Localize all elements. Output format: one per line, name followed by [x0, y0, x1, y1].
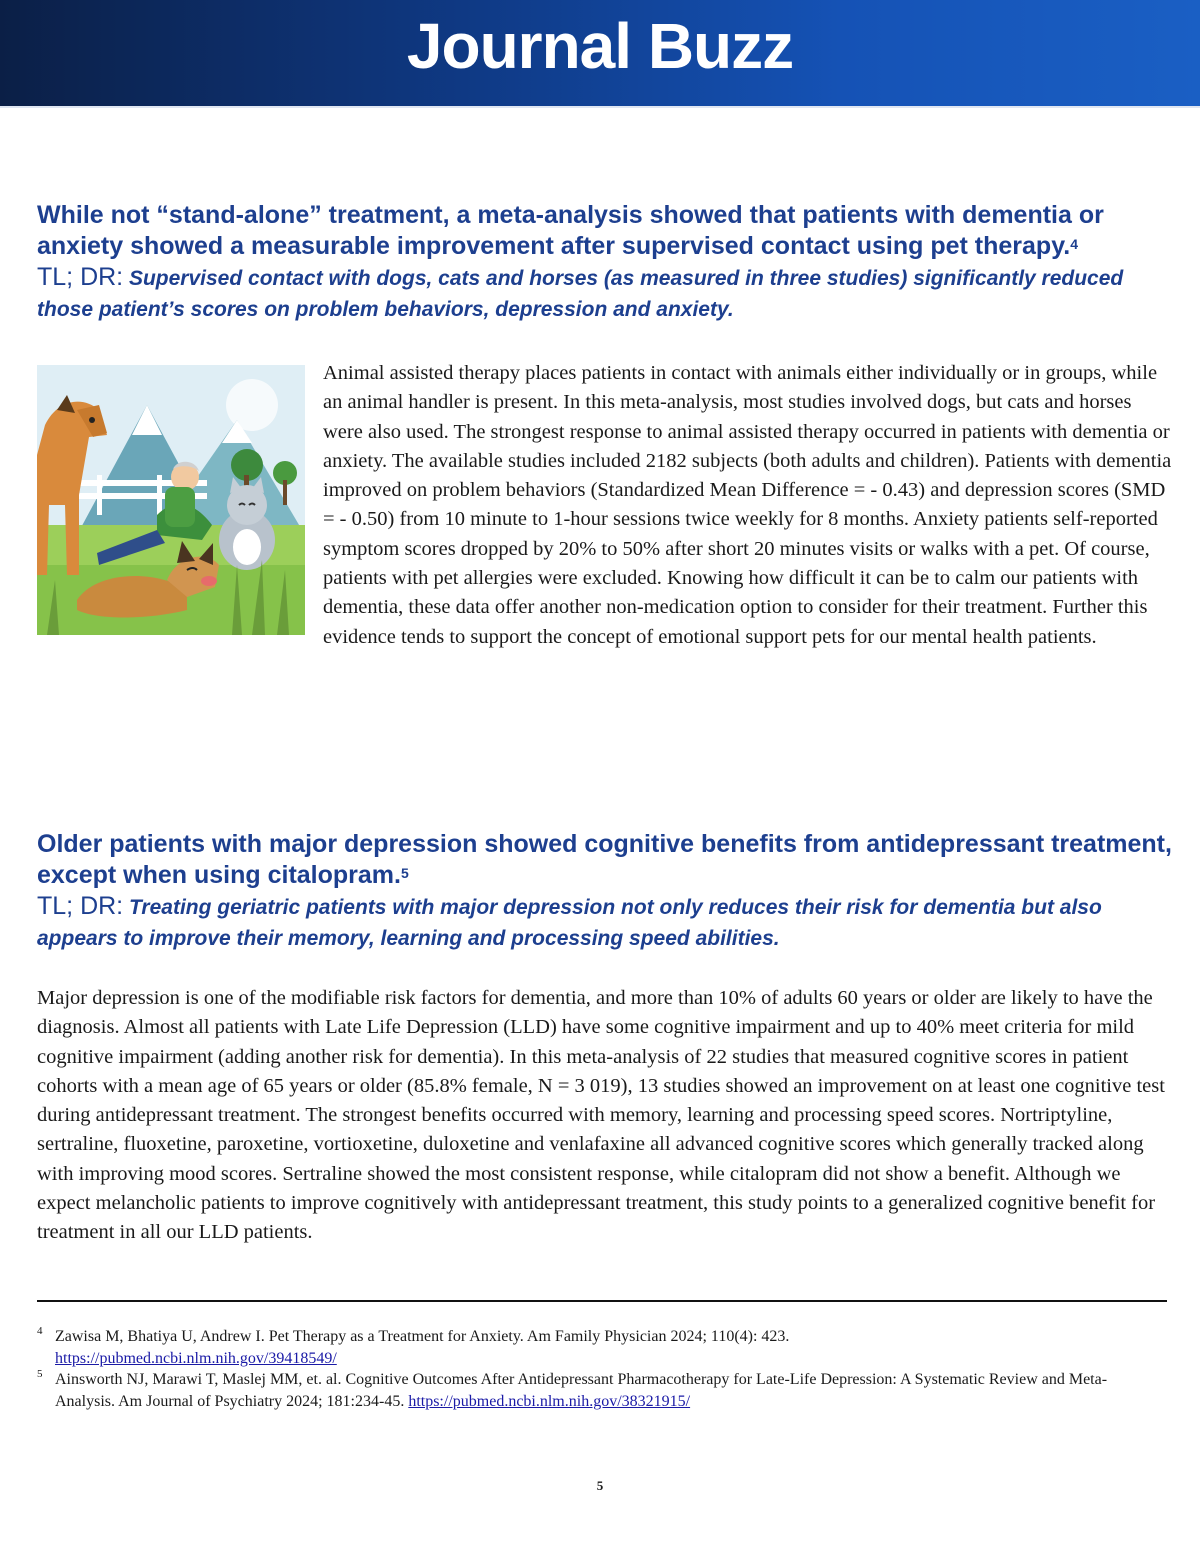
- article-1-headline: While not “stand-alone” treatment, a meta-analysis showed that patients with dementia or anxiety showed a measurable improvement after supervised contact using pet therapy.$^4$: [37, 201, 1104, 260]
- page-number: 5: [596, 1478, 604, 1493]
- journal-title: Journal Buzz: [406, 10, 794, 82]
- footnote-ref-4[interactable]: 4: [1070, 236, 1078, 252]
- footnote-divider: [37, 1300, 1167, 1302]
- article-2-body: Major depression is one of the modifiable risk factors for dementia, and more than 10% of adults 60 years or older are likely to have the diagnosis. Almost all patients with Late Life Depression (LLD) have some cognitive impairment and up to 40% meet criteria for mild cognitive impairment (adding another risk for dementia). In this meta-analysis of 22 studies that measured cognitive scores in patient cohorts with a mean age of 65 years or older (85.8% female, N = 3 019), 13 studies showed an improvement on at least one cognitive test during antidepressant treatment. The strongest benefits occurred with memory, learning and processing speed scores. Nortriptyline, sertraline, fluoxetine, paroxetine, vortioxetine, duloxetine and venlafaxine all advanced cognitive scores which generally tracked along with improving mood scores. Sertraline showed the most consistent response, while citalopram did not show a benefit. Although we expect melancholic patients to improve cognitively with antidepressant treatment, this study points to a generalized cognitive benefit for treatment in all our LLD patients.: [37, 987, 1165, 1244]
- tldr-label: TL; DR:: [37, 263, 124, 291]
- article-1-body: Animal assisted therapy places patients in contact with animals either individually or in groups, while an animal handler is present. In this meta-analysis, most studies involved dogs, but cats and horses were also used. The strongest response to animal assisted therapy occurred in patients with dementia or anxiety. The available studies included 2182 subjects (both adults and children). Patients with dementia improved on problem behaviors (Standardized Mean Difference = - 0.43) and depression scores (SMD = - 0.50) from 10 minute to 1-hour sessions twice weekly for 8 months. Anxiety patients self-reported symptom scores dropped by 20% to 50% after short 20 minutes visits or walks with a pet. Of course, patients with pet allergies were excluded. Knowing how difficult it can be to calm our patients with dementia, these data offer another non-medication option to consider for their treatment. Further this evidence tends to support the concept of emotional support pets for our mental health patients.: [323, 362, 1172, 648]
- article-antidepressant-cognition: [37, 829, 1172, 1248]
- footnote-link[interactable]: https://pubmed.ncbi.nlm.nih.gov/38321915/: [408, 1392, 691, 1410]
- footnote-number: 5: [37, 1368, 43, 1380]
- tldr-summary: Supervised contact with dogs, cats and horses (as measured in three studies) significantly reduced those patient’s scores on problem behaviors, depression and anxiety.: [37, 267, 1124, 321]
- footnote-4: [37, 1326, 1167, 1369]
- article-2-headline: Older patients with major depression showed cognitive benefits from antidepressant treatment, except when using citalopram.$^5$: [37, 830, 1172, 889]
- footnote-citation: Ainsworth NJ, Marawi T, Maslej MM, et. al. Cognitive Outcomes After Antidepressant Pharmacotherapy for Late-Life Depression: A Systematic Review and Meta-Analysis. Am Journal of Psychiatry 2024; 181:234-45.: [55, 1371, 1108, 1410]
- tldr-summary: Treating geriatric patients with major depression not only reduces their risk for dementia but also appears to improve their memory, learning and processing speed abilities.: [37, 896, 1102, 950]
- banner-divider: [0, 106, 1200, 108]
- journal-banner: [0, 0, 1200, 106]
- article-2-tldr: [37, 891, 1172, 954]
- footnote-citation: Zawisa M, Bhatiya U, Andrew I. Pet Therapy as a Treatment for Anxiety. Am Family Physician 2024; 110(4): 423.: [55, 1328, 790, 1345]
- footnote-ref-5[interactable]: 5: [400, 865, 409, 881]
- footnote-5: [37, 1369, 1167, 1412]
- article-pet-therapy: [37, 200, 1172, 652]
- tldr-label: TL; DR:: [37, 892, 124, 920]
- footnotes: [37, 1326, 1167, 1412]
- pet-therapy-illustration: [37, 365, 305, 635]
- footnote-link[interactable]: https://pubmed.ncbi.nlm.nih.gov/39418549/: [55, 1349, 337, 1367]
- article-1-tldr: [37, 262, 1172, 325]
- footnote-number: 4: [37, 1325, 43, 1337]
